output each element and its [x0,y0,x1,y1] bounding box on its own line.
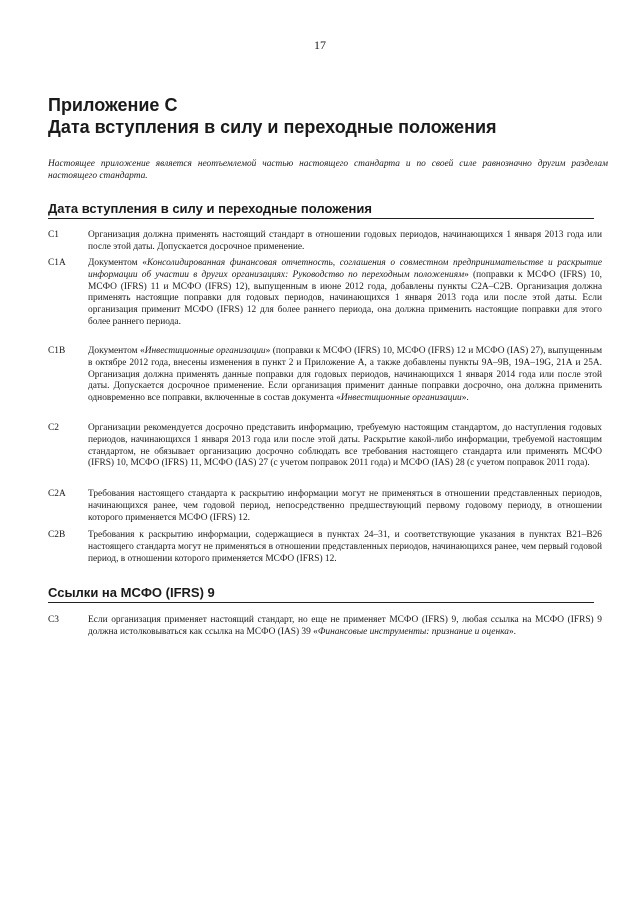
paragraph-number: С3 [48,615,59,625]
page-number: 17 [314,38,326,52]
appendix-title [48,94,608,138]
paragraph-c2 [48,423,602,470]
paragraph-number: С1 [48,230,59,240]
document-title-italic: Финансовые инструменты: признание и оценка [317,626,509,637]
paragraph-text [88,258,602,329]
paragraph-text: Организации рекомендуется досрочно представить информацию, требуемую настоящим стандартом, до наступления годовых периодов, начинающихся 1 января 2013 года или после этой даты. Раскрытие какой-либо информации, требуемой настоящим стандартом, не обязывает организацию досрочно соблюдать все требования настоящего стандарта или применять МСФО (IFRS) 10, МСФО (IFRS) 11, МСФО (IAS) 27 (с учетом поправок 2011 года) и МСФО (IAS) 28 (с учетом поправок 2011 года). [88,423,602,469]
paragraph-text: Требования к раскрытию информации, содержащиеся в пунктах 24–31, и соответствующие указания в пунктах В21–В26 настоящего стандарта могут не применяться в отношении представленных периодов, начинающихся ранее, чем первый годовой период, в отношении которого применяется МСФО (IFRS) 12. [88,530,602,564]
paragraph-text: Организация должна применять настоящий стандарт в отношении годовых периодов, начинающихся 1 января 2013 года или после этой даты. Допускается досрочное применение. [88,230,602,252]
text-run: » (поправки к МСФО (IFRS) 10, МСФО (IFRS) 11 и МСФО (IFRS) 12), выпущенным в июне 2012 года, добавлены пункты С2А–С2В. Организация должна применять настоящие поправки для годовых периодов, начинающихся 1 января 2013 года или после этой даты. Если организация применит МСФО (IFRS) 12 для более раннего периода, она должна применить настоящие поправки для этого более раннего периода. [88,269,602,327]
paragraph-c1 [48,230,602,254]
section-heading-ifrs9-references: Ссылки на МСФО (IFRS) 9 [48,585,594,603]
text-run: ». [508,626,516,637]
text-run: Документом « [88,346,145,356]
paragraph-text: Требования настоящего стандарта к раскрытию информации могут не применяться в отношении представленных периодов, начинающихся ранее, чем годовой период, непосредственно предшествующий первому годовому периоду, в отношении которого применяется МСФО (IFRS) 12. [88,489,602,523]
document-title-italic: Инвестиционные организации [340,393,462,404]
section-heading-effective-date: Дата вступления в силу и переходные положения [48,201,594,219]
paragraph-c2b [48,530,602,565]
paragraph-number: С2В [48,530,66,540]
intro-note: Настоящее приложение является неотъемлемой частью настоящего стандарта и по своей силе равнозначно другим разделам настоящего стандарта. [48,159,608,181]
text-run: ». [461,393,469,404]
paragraph-number: С1В [48,346,66,356]
text-run: Если организация применяет настоящий стандарт, но еще не применяет МСФО (IFRS) 9, любая ссылка на МСФО (IFRS) 9 должна истолковываться как ссылка на МСФО (IAS) 39 « [88,615,602,637]
paragraph-number: С2А [48,489,66,499]
paragraph-c2a [48,489,602,524]
paragraph-number: С2 [48,423,59,433]
appendix-title-line2: Дата вступления в силу и переходные положения [48,117,497,137]
text-run: » (поправки к МСФО (IFRS) 10, МСФО (IFRS) 12 и МСФО (IAS) 27), выпущенным в октябре 2012 года, внесены изменения в пункт 2 и Приложение А, а также добавлены пункты 9А–9В, 19А–19G, 21А и 25А. Организация должна применять данные поправки для годовых периодов, начинающихся 1 января 2014 года или после этой даты. Допускается досрочное применение. Если организация применит данные поправки досрочно, она должна применить одновременно все поправки, включенные в состав документа « [88,346,603,404]
paragraph-text [88,346,602,405]
paragraph-c3 [48,615,602,639]
paragraph-c1a [48,258,602,329]
document-title-italic: Инвестиционные организации [144,346,266,356]
appendix-title-line1: Приложение С [48,95,178,115]
document-title-italic: Консолидированная финансовая отчетность, соглашения о совместном предпринимательстве и раскрытие информации об участии в других организациях: Руководство по переходным положениям [88,258,602,280]
text-run: Документом « [88,258,147,268]
paragraph-text [88,615,602,639]
paragraph-c1b [48,346,602,405]
paragraph-number: С1А [48,258,66,268]
